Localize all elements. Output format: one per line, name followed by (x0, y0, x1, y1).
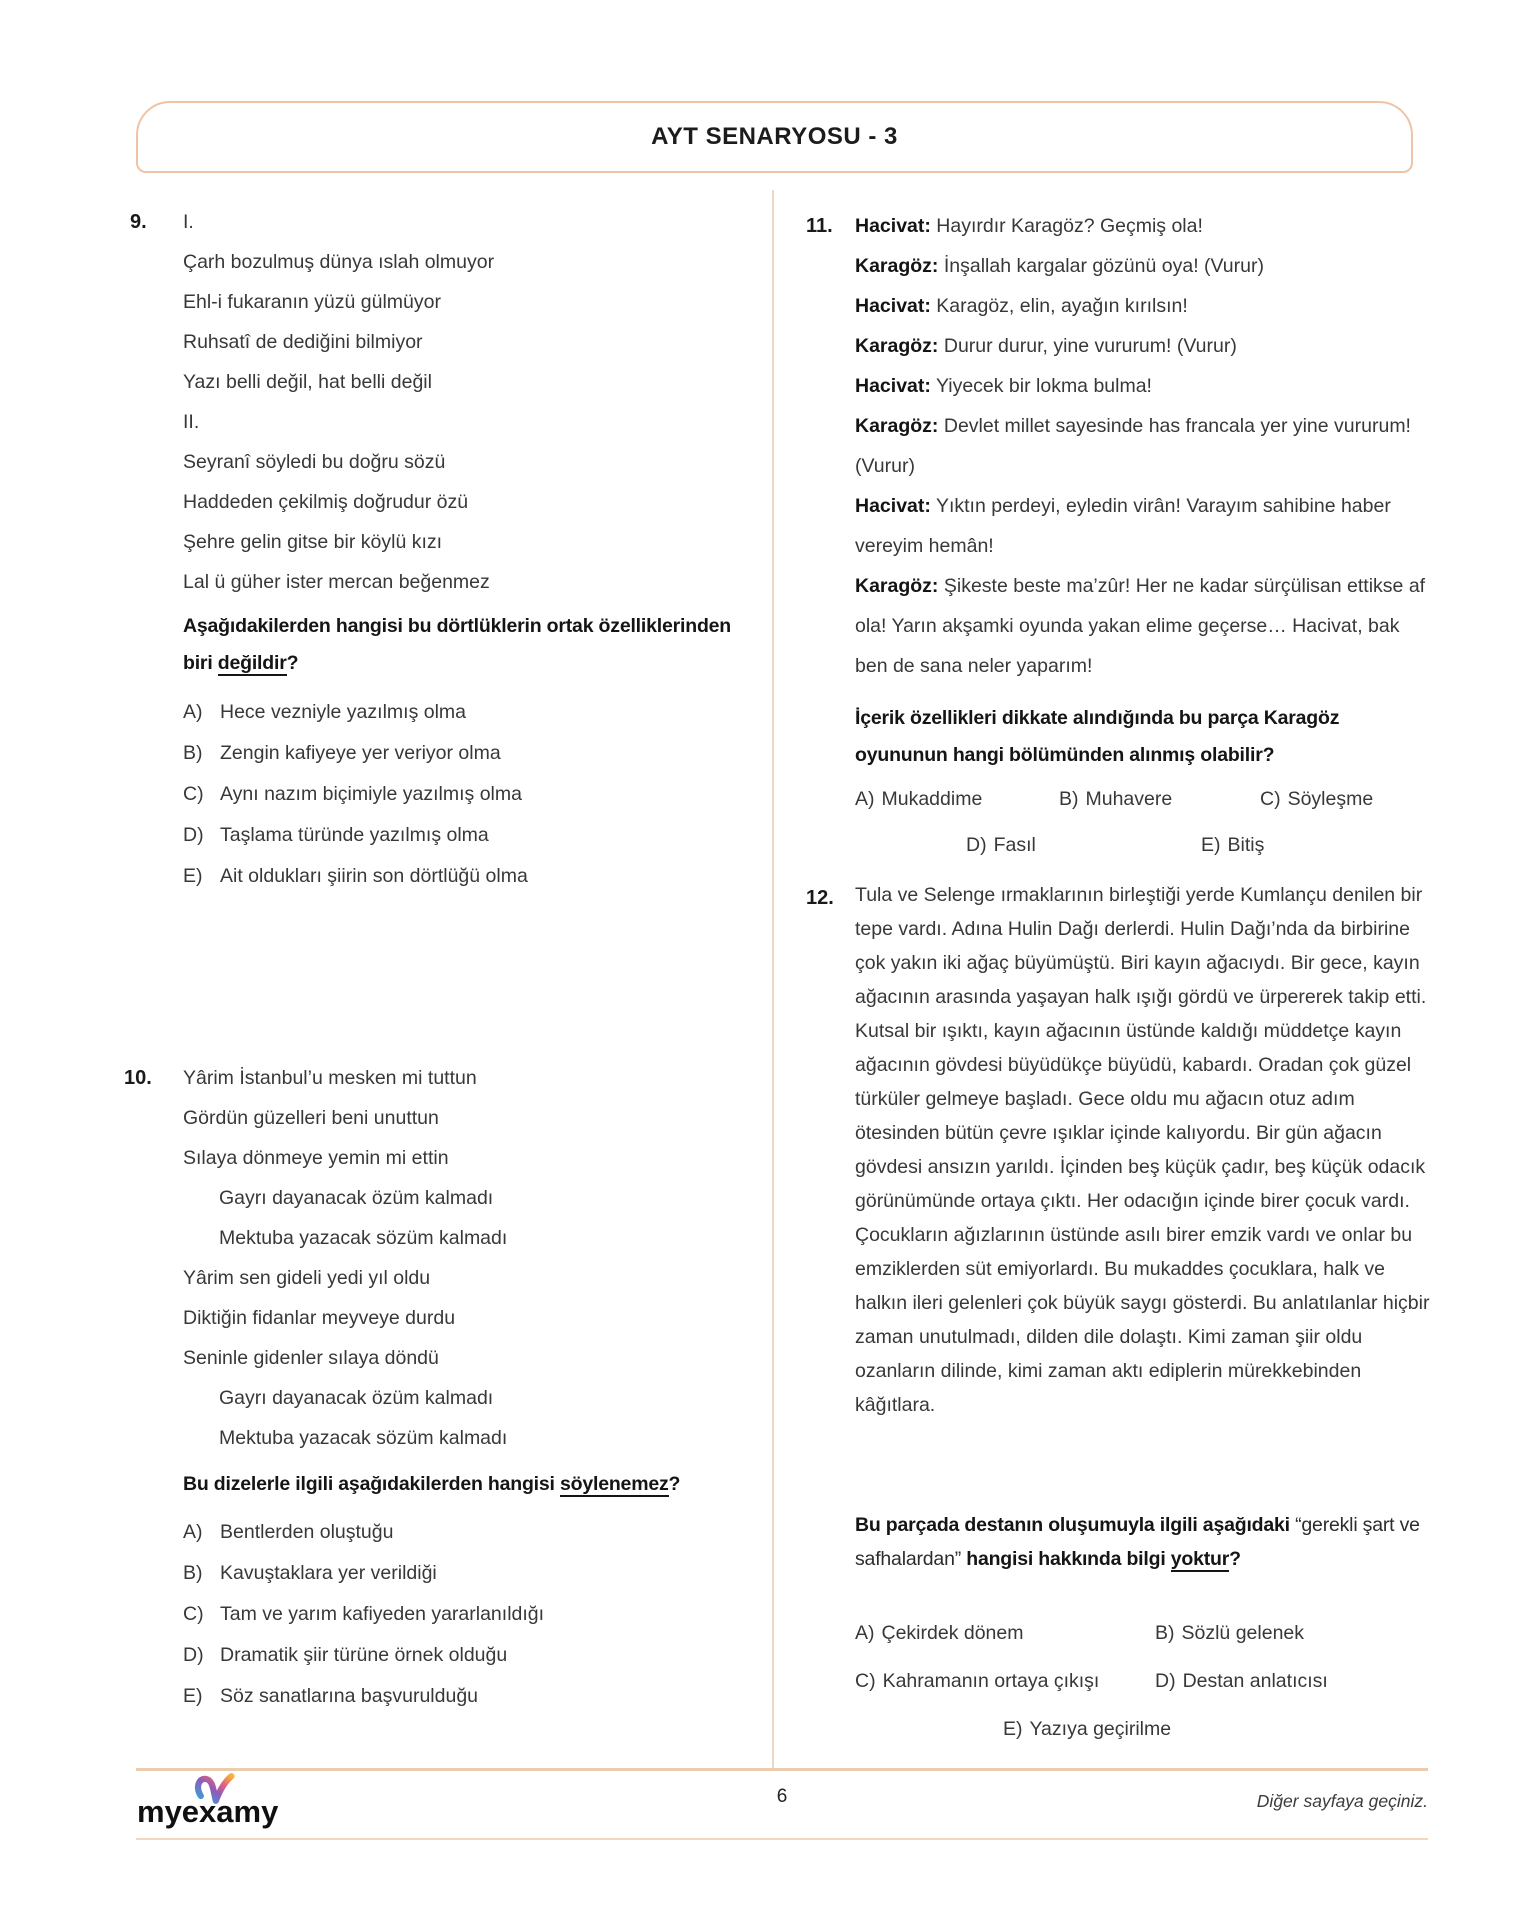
verse-line: Gayrı dayanacak özüm kalmadı (219, 1387, 494, 1409)
option-text: Taşlama türünde yazılmış olma (220, 824, 489, 846)
stem-text: İçerik özellikleri dikkate alındığında bu parça Karagöz oyununun hangi bölümünden alınmış olabilir? (855, 707, 1340, 766)
verse-line: Haddeden çekilmiş doğrudur özü (183, 491, 469, 513)
verse-line: Mektuba yazacak sözüm kalmadı (219, 1227, 508, 1249)
answer-option (1155, 1670, 1328, 1692)
option-label: B) (1059, 788, 1079, 810)
question-body (855, 206, 1446, 686)
option-label: C) (1260, 788, 1281, 810)
verse-line: Seyranî söyledi bu doğru sözü (183, 451, 446, 473)
options-list (183, 692, 803, 897)
page-title: AYT SENARYOSU - 3 (651, 123, 898, 150)
dialogue-line (855, 566, 1430, 686)
answer-option (1059, 788, 1260, 811)
dialogue-line (855, 486, 1430, 566)
verse-line: Şehre gelin gitse bir köylü kızı (183, 531, 443, 553)
page-number: 6 (776, 1786, 788, 1807)
answer-option (183, 1512, 809, 1553)
answer-option (1155, 1622, 1304, 1644)
answer-option (183, 1635, 809, 1676)
option-label: C) (183, 1603, 204, 1625)
dialogue-text: Şikeste beste ma’zûr! Her ne kadar sürçülisan ettikse af ola! Yarın akşamki oyunda yakan elime geçerse… Hacivat, bak ben de sana neler yaparım! (855, 575, 1426, 677)
question-stem (855, 700, 1435, 774)
verse-line: Mektuba yazacak sözüm kalmadı (219, 1427, 508, 1449)
verse-line: Gayrı dayanacak özüm kalmadı (219, 1187, 494, 1209)
answer-option (183, 692, 803, 733)
speaker-name: Hacivat: (855, 295, 931, 317)
option-label: A) (183, 701, 203, 723)
stem-text: hangisi hakkında bilgi (966, 1548, 1171, 1570)
option-text: Çekirdek dönem (881, 1622, 1024, 1644)
option-label: E) (183, 865, 203, 887)
answer-option (1003, 1718, 1171, 1740)
option-label: E) (1003, 1718, 1023, 1740)
dialogue-line (855, 286, 1430, 326)
option-text: Zengin kafiyeye yer veriyor olma (220, 742, 501, 764)
answer-option (855, 788, 1059, 811)
option-text: Sözlü gelenek (1181, 1622, 1305, 1644)
option-text: Söyleşme (1287, 788, 1374, 810)
dialogue-text: Hayırdır Karagöz? Geçmiş ola! (936, 215, 1203, 237)
stem-quoted-text: “gerekli şart ve safhalardan” (855, 1514, 1420, 1570)
stem-suffix: ? (668, 1473, 681, 1495)
brand-name: myexamy (137, 1794, 279, 1829)
option-label: D) (183, 1644, 204, 1666)
question-stem (183, 608, 750, 682)
dialogue-text: Karagöz, elin, ayağın kırılsın! (936, 295, 1188, 317)
speaker-name: Hacivat: (855, 215, 931, 237)
stem-suffix: ? (1229, 1548, 1241, 1570)
option-text: Yazıya geçirilme (1029, 1718, 1172, 1740)
speaker-name: Karagöz: (855, 255, 939, 277)
question-number: 11. (806, 215, 833, 237)
option-text: Bentlerden oluştuğu (220, 1521, 394, 1543)
question-10 (124, 1058, 750, 1707)
dialogue-line (855, 406, 1430, 486)
option-label: B) (183, 742, 203, 764)
answer-option (1201, 834, 1264, 856)
verse-line: Seninle gidenler sılaya döndü (183, 1347, 439, 1369)
speaker-name: Karagöz: (855, 575, 939, 597)
options-row (855, 788, 1446, 811)
dialogue-text: İnşallah kargalar gözünü oya! (Vurur) (943, 255, 1264, 277)
option-label: E) (183, 1685, 203, 1707)
answer-option (183, 1553, 809, 1594)
dialogue-text: Yiyecek bir lokma bulma! (935, 375, 1152, 397)
option-label: C) (855, 1670, 876, 1692)
verse-line: Yazı belli değil, hat belli değil (183, 371, 432, 393)
answer-option (183, 815, 803, 856)
question-number: 9. (130, 211, 147, 233)
stem-suffix: ? (286, 652, 299, 674)
option-label: D) (1155, 1670, 1176, 1692)
verse-line: Yârim sen gideli yedi yıl oldu (183, 1267, 431, 1289)
verse-line: Ehl-i fukaranın yüzü gülmüyor (183, 291, 441, 313)
option-text: Tam ve yarım kafiyeden yararlanıldığı (220, 1603, 545, 1625)
passage-text: Tula ve Selenge ırmaklarının birleştiği yerde Kumlançu denilen bir tepe vardı. Adına Hulin Dağı derlerdi. Hulin Dağı’nda da birbirine çok yakın iki ağaç büyümüştü. Biri kayın ağacıydı. Bir gece, kayın ağacının arasında yaşayan halk ışığı gördü ve ürpererek takip etti. Kutsal bir ışıktı, kayın ağacının üstünde kaldığı müddetçe kayın ağacının gövdesi büyüdükçe büyüdü, kabardı. Oradan çok güzel türküler gelmeye başladı. Gece oldu mu ağacın otuz adım ötesinden bütün çevre ışıklar içinde kalıyordu. Bir gün ağacın gövdesi ansızın yarıldı. İçinden beş küçük çadır, beş küçük odacık görünümünde ortaya çıktı. Her odacığın içinde birer çocuk vardı. Çocukların ağızlarının üstünde asılı birer emzik vardı ve onlar bu emziklerden süt emiyorlardı. Bu mukaddes çocuklara, halk ve halkın ileri gelenleri çok büyük saygı gösterdi. Bu anlatılanlar hiçbir zaman unutulmadı, dilden dile dolaştı. Kimi zaman şiir oldu ozanların dilinde, kimi zaman aktı ediplerin mürekkebinden kâğıtlara. (855, 884, 1430, 1416)
verse-line: Lal ü güher ister mercan beğenmez (183, 571, 490, 593)
verse-line: Çarh bozulmuş dünya ıslah olmuyor (183, 251, 495, 273)
stem-text: Bu dizelerle ilgili aşağıdakilerden hangisi (183, 1473, 560, 1495)
dialogue-text: Devlet millet sayesinde has francala yer yine vururum! (Vurur) (855, 415, 1411, 477)
option-label: D) (966, 834, 987, 856)
stem-underlined-word: söylenemez (559, 1473, 669, 1495)
answer-option (855, 1622, 1155, 1645)
answer-option (183, 1594, 809, 1635)
question-11 (806, 206, 1446, 856)
option-text: Fasıl (993, 834, 1036, 856)
options-row (855, 1670, 1446, 1693)
question-body (183, 1058, 750, 1458)
option-text: Kahramanın ortaya çıkışı (882, 1670, 1100, 1692)
dialogue-line (855, 246, 1430, 286)
question-9 (130, 202, 750, 887)
answer-option (183, 774, 803, 815)
stem-text: Aşağıdakilerden hangisi bu dörtlüklerin ortak özelliklerinden biri (183, 615, 732, 674)
verse-line: Gördün güzelleri beni unuttun (183, 1107, 439, 1129)
speaker-name: Karagöz: (855, 415, 939, 437)
option-label: A) (183, 1521, 203, 1543)
answer-option (855, 1670, 1155, 1693)
option-text: Hece vezniyle yazılmış olma (220, 701, 466, 723)
question-body (855, 878, 1446, 1422)
verse-line: Yârim İstanbul’u mesken mi tuttun (183, 1067, 477, 1089)
option-text: Söz sanatlarına başvurulduğu (220, 1685, 479, 1707)
footer-rule-bottom (136, 1838, 1428, 1840)
option-text: Kavuştaklara yer verildiği (220, 1562, 437, 1584)
speaker-name: Karagöz: (855, 335, 939, 357)
option-text: Destan anlatıcısı (1182, 1670, 1328, 1692)
option-label: A) (855, 788, 875, 810)
question-number: 10. (124, 1067, 152, 1089)
options-list (183, 1512, 809, 1717)
option-text: Bitiş (1227, 834, 1265, 856)
question-stem (855, 1508, 1440, 1576)
option-label: C) (183, 783, 204, 805)
option-label: E) (1201, 834, 1221, 856)
option-text: Mukaddime (881, 788, 983, 810)
footer-rule-top (136, 1768, 1428, 1771)
dialogue-text: Durur durur, yine vururum! (Vurur) (943, 335, 1237, 357)
answer-option (183, 856, 803, 897)
question-number: 12. (806, 887, 834, 909)
stem-text: Bu parçada destanın oluşumuyla ilgili aşağıdaki (855, 1514, 1296, 1536)
question-12 (806, 878, 1446, 1740)
verse-line: Diktiğin fidanlar meyveye durdu (183, 1307, 456, 1329)
speaker-name: Hacivat: (855, 495, 931, 517)
verse-line: II. (183, 411, 200, 433)
options-row (855, 1718, 1515, 1741)
option-text: Ait oldukları şiirin son dörtlüğü olma (220, 865, 528, 887)
speaker-name: Hacivat: (855, 375, 931, 397)
options-row (855, 1622, 1446, 1645)
option-text: Dramatik şiir türüne örnek olduğu (220, 1644, 508, 1666)
answer-option (966, 834, 1201, 857)
option-label: D) (183, 824, 204, 846)
answer-option (183, 1676, 809, 1717)
option-label: A) (855, 1622, 875, 1644)
option-label: B) (1155, 1622, 1175, 1644)
dialogue-line (855, 366, 1430, 406)
answer-option (1260, 788, 1373, 810)
next-page-note: Diğer sayfaya geçiniz. (1256, 1791, 1428, 1811)
verse-line: I. (183, 211, 194, 233)
option-text: Aynı nazım biçimiyle yazılmış olma (220, 783, 522, 805)
dialogue-text: Yıktın perdeyi, eyledin virân! Varayım sahibine haber vereyim hemân! (855, 495, 1391, 557)
answer-option (183, 733, 803, 774)
question-body (183, 202, 750, 602)
verse-line: Sılaya dönmeye yemin mi ettin (183, 1147, 449, 1169)
page-header (136, 101, 1413, 173)
options-row (855, 834, 1446, 857)
question-stem (183, 1466, 803, 1503)
stem-underlined-word: yoktur (1170, 1548, 1230, 1570)
dialogue-line (855, 326, 1430, 366)
stem-underlined-word: değildir (217, 652, 287, 674)
option-label: B) (183, 1562, 203, 1584)
option-text: Muhavere (1085, 788, 1173, 810)
verse-line: Ruhsatî de dediğini bilmiyor (183, 331, 423, 353)
dialogue-line (855, 206, 1430, 246)
